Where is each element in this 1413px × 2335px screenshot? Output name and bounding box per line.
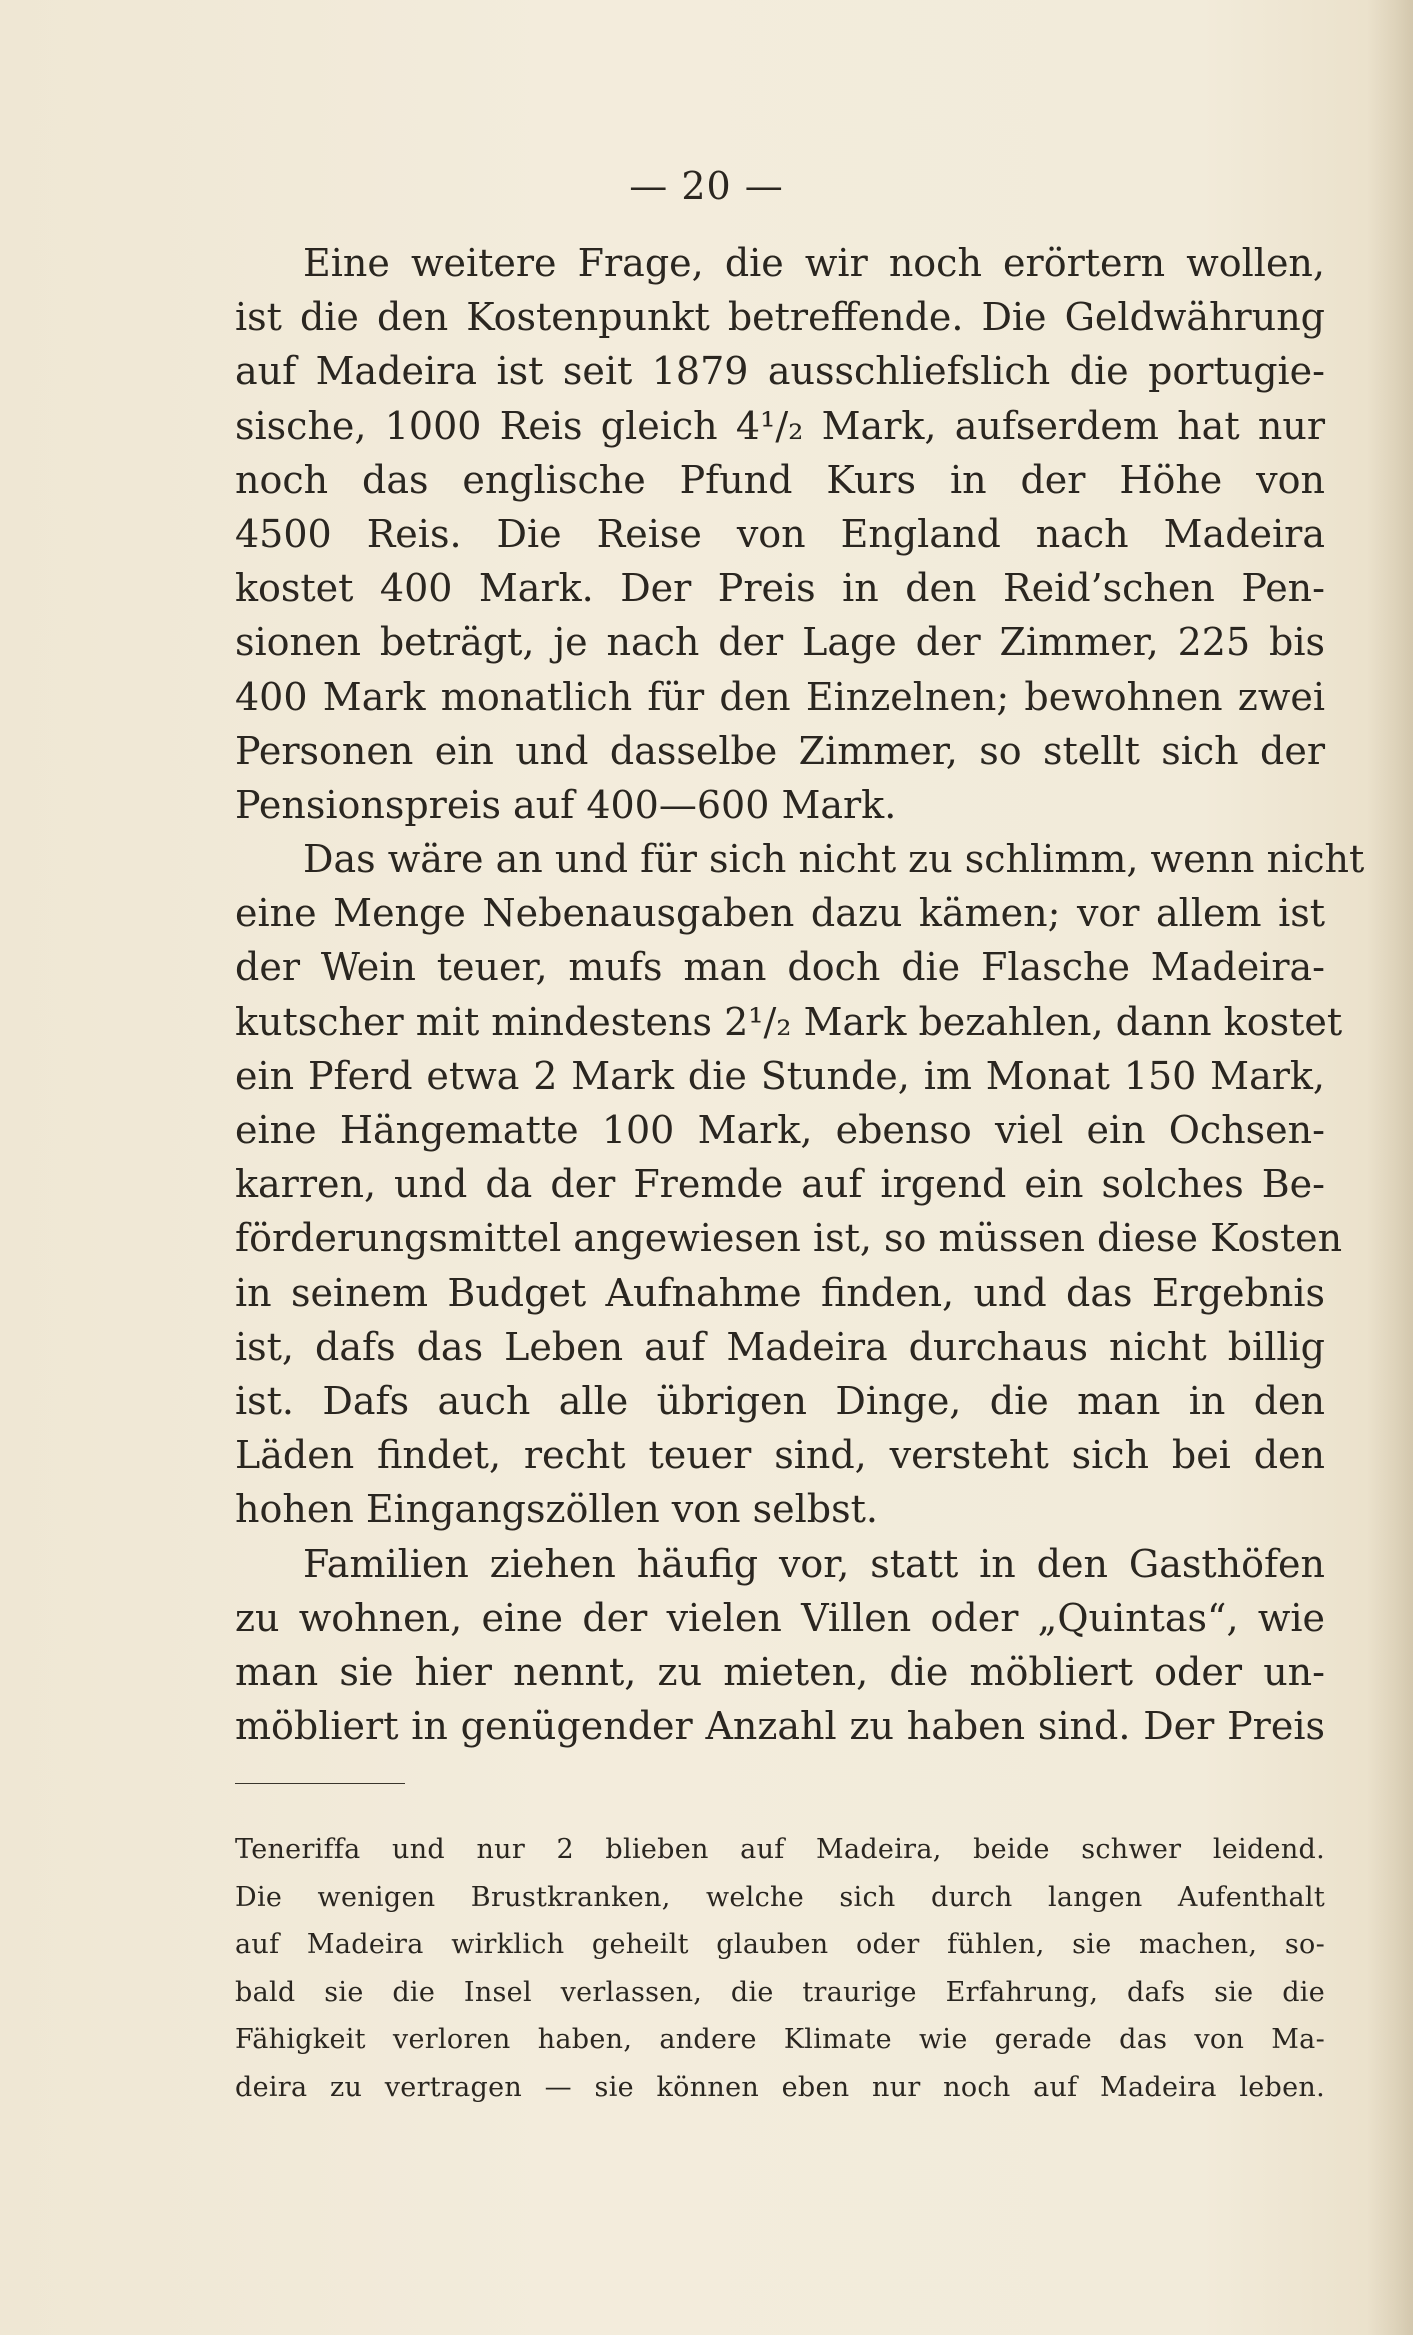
footnote [235,1826,1325,2111]
footnote-divider [235,1783,405,1784]
text-line: ist. Dafs auch alle übrigen Dinge, die man in den [235,1378,1325,1423]
text-line: auf Madeira ist seit 1879 ausschliefslich die portugie- [235,349,1325,394]
text-line: man sie hier nennt, zu mieten, die möbliert oder un- [235,1649,1325,1694]
footnote-line: auf Madeira wirklich geheilt glauben oder fühlen, sie machen, so- [235,1929,1325,1960]
page-edge-shadow [1367,0,1413,2335]
text-line: Eine weitere Frage, die wir noch erörtern wollen, [303,241,1325,285]
main-text [235,236,1365,1753]
footnote-line: Fähigkeit verloren haben, andere Klimate wie gerade das von Ma- [235,2024,1325,2055]
text-line: hohen Eingangszöllen von selbst. [235,1487,878,1532]
footnote-line: Teneriffa und nur 2 blieben auf Madeira, beide schwer leidend. [235,1834,1325,1865]
text-line: eine Menge Nebenausgaben dazu kämen; vor allem ist [235,891,1325,936]
text-line: eine Hängematte 100 Mark, ebenso viel ein Ochsen- [235,1108,1325,1152]
text-line: ist die den Kostenpunkt betreffende. Die Geldwährung [235,295,1325,340]
footnote-line: bald sie die Insel verlassen, die traurige Erfahrung, dafs sie die [235,1976,1325,2008]
text-line: Personen ein und dasselbe Zimmer, so stellt sich der [235,728,1325,773]
text-line: ein Pferd etwa 2 Mark die Stunde, im Monat 150 Mark, [235,1053,1325,1098]
text-line: Familien ziehen häufig vor, statt in den Gasthöfen [303,1541,1325,1586]
text-line: förderungsmittel angewiesen ist, so müssen diese Kosten [235,1216,1343,1261]
text-line: noch das englische Pfund Kurs in der Höhe von [235,457,1325,502]
text-line: Das wäre an und für sich nicht zu schlimm, wenn nicht [303,837,1365,882]
text-line: sionen beträgt, je nach der Lage der Zimmer, 225 bis [235,620,1325,665]
text-line: kostet 400 Mark. Der Preis in den Reid’schen Pen- [235,566,1325,611]
text-line: der Wein teuer, mufs man doch die Flasche Madeira- [235,945,1325,990]
text-line: Pensionspreis auf 400—600 Mark. [235,782,897,827]
text-line: 400 Mark monatlich für den Einzelnen; bewohnen zwei [235,674,1325,719]
text-line: möbliert in genügender Anzahl zu haben sind. Der Preis [235,1704,1325,1749]
text-line: ist, dafs das Leben auf Madeira durchaus nicht billig [235,1324,1325,1369]
text-line: karren, und da der Fremde auf irgend ein solches Be- [235,1162,1325,1207]
text-line: zu wohnen, eine der vielen Villen oder „Quintas“, wie [235,1595,1325,1640]
text-line: sische, 1000 Reis gleich 4¹/₂ Mark, aufserdem hat nur [235,403,1325,448]
text-line: Läden findet, recht teuer sind, versteht sich bei den [235,1433,1325,1478]
text-line: 4500 Reis. Die Reise von England nach Madeira [235,511,1325,556]
text-line: in seinem Budget Aufnahme finden, und das Ergebnis [235,1270,1325,1315]
text-line: kutscher mit mindestens 2¹/₂ Mark bezahlen, dann kostet [235,999,1343,1044]
footnote-line: Die wenigen Brustkranken, welche sich durch langen Aufenthalt [235,1881,1325,1913]
page-number: — 20 — [629,164,784,208]
footnote-line: deira zu vertragen — sie können eben nur noch auf Madeira leben. [235,2071,1325,2103]
